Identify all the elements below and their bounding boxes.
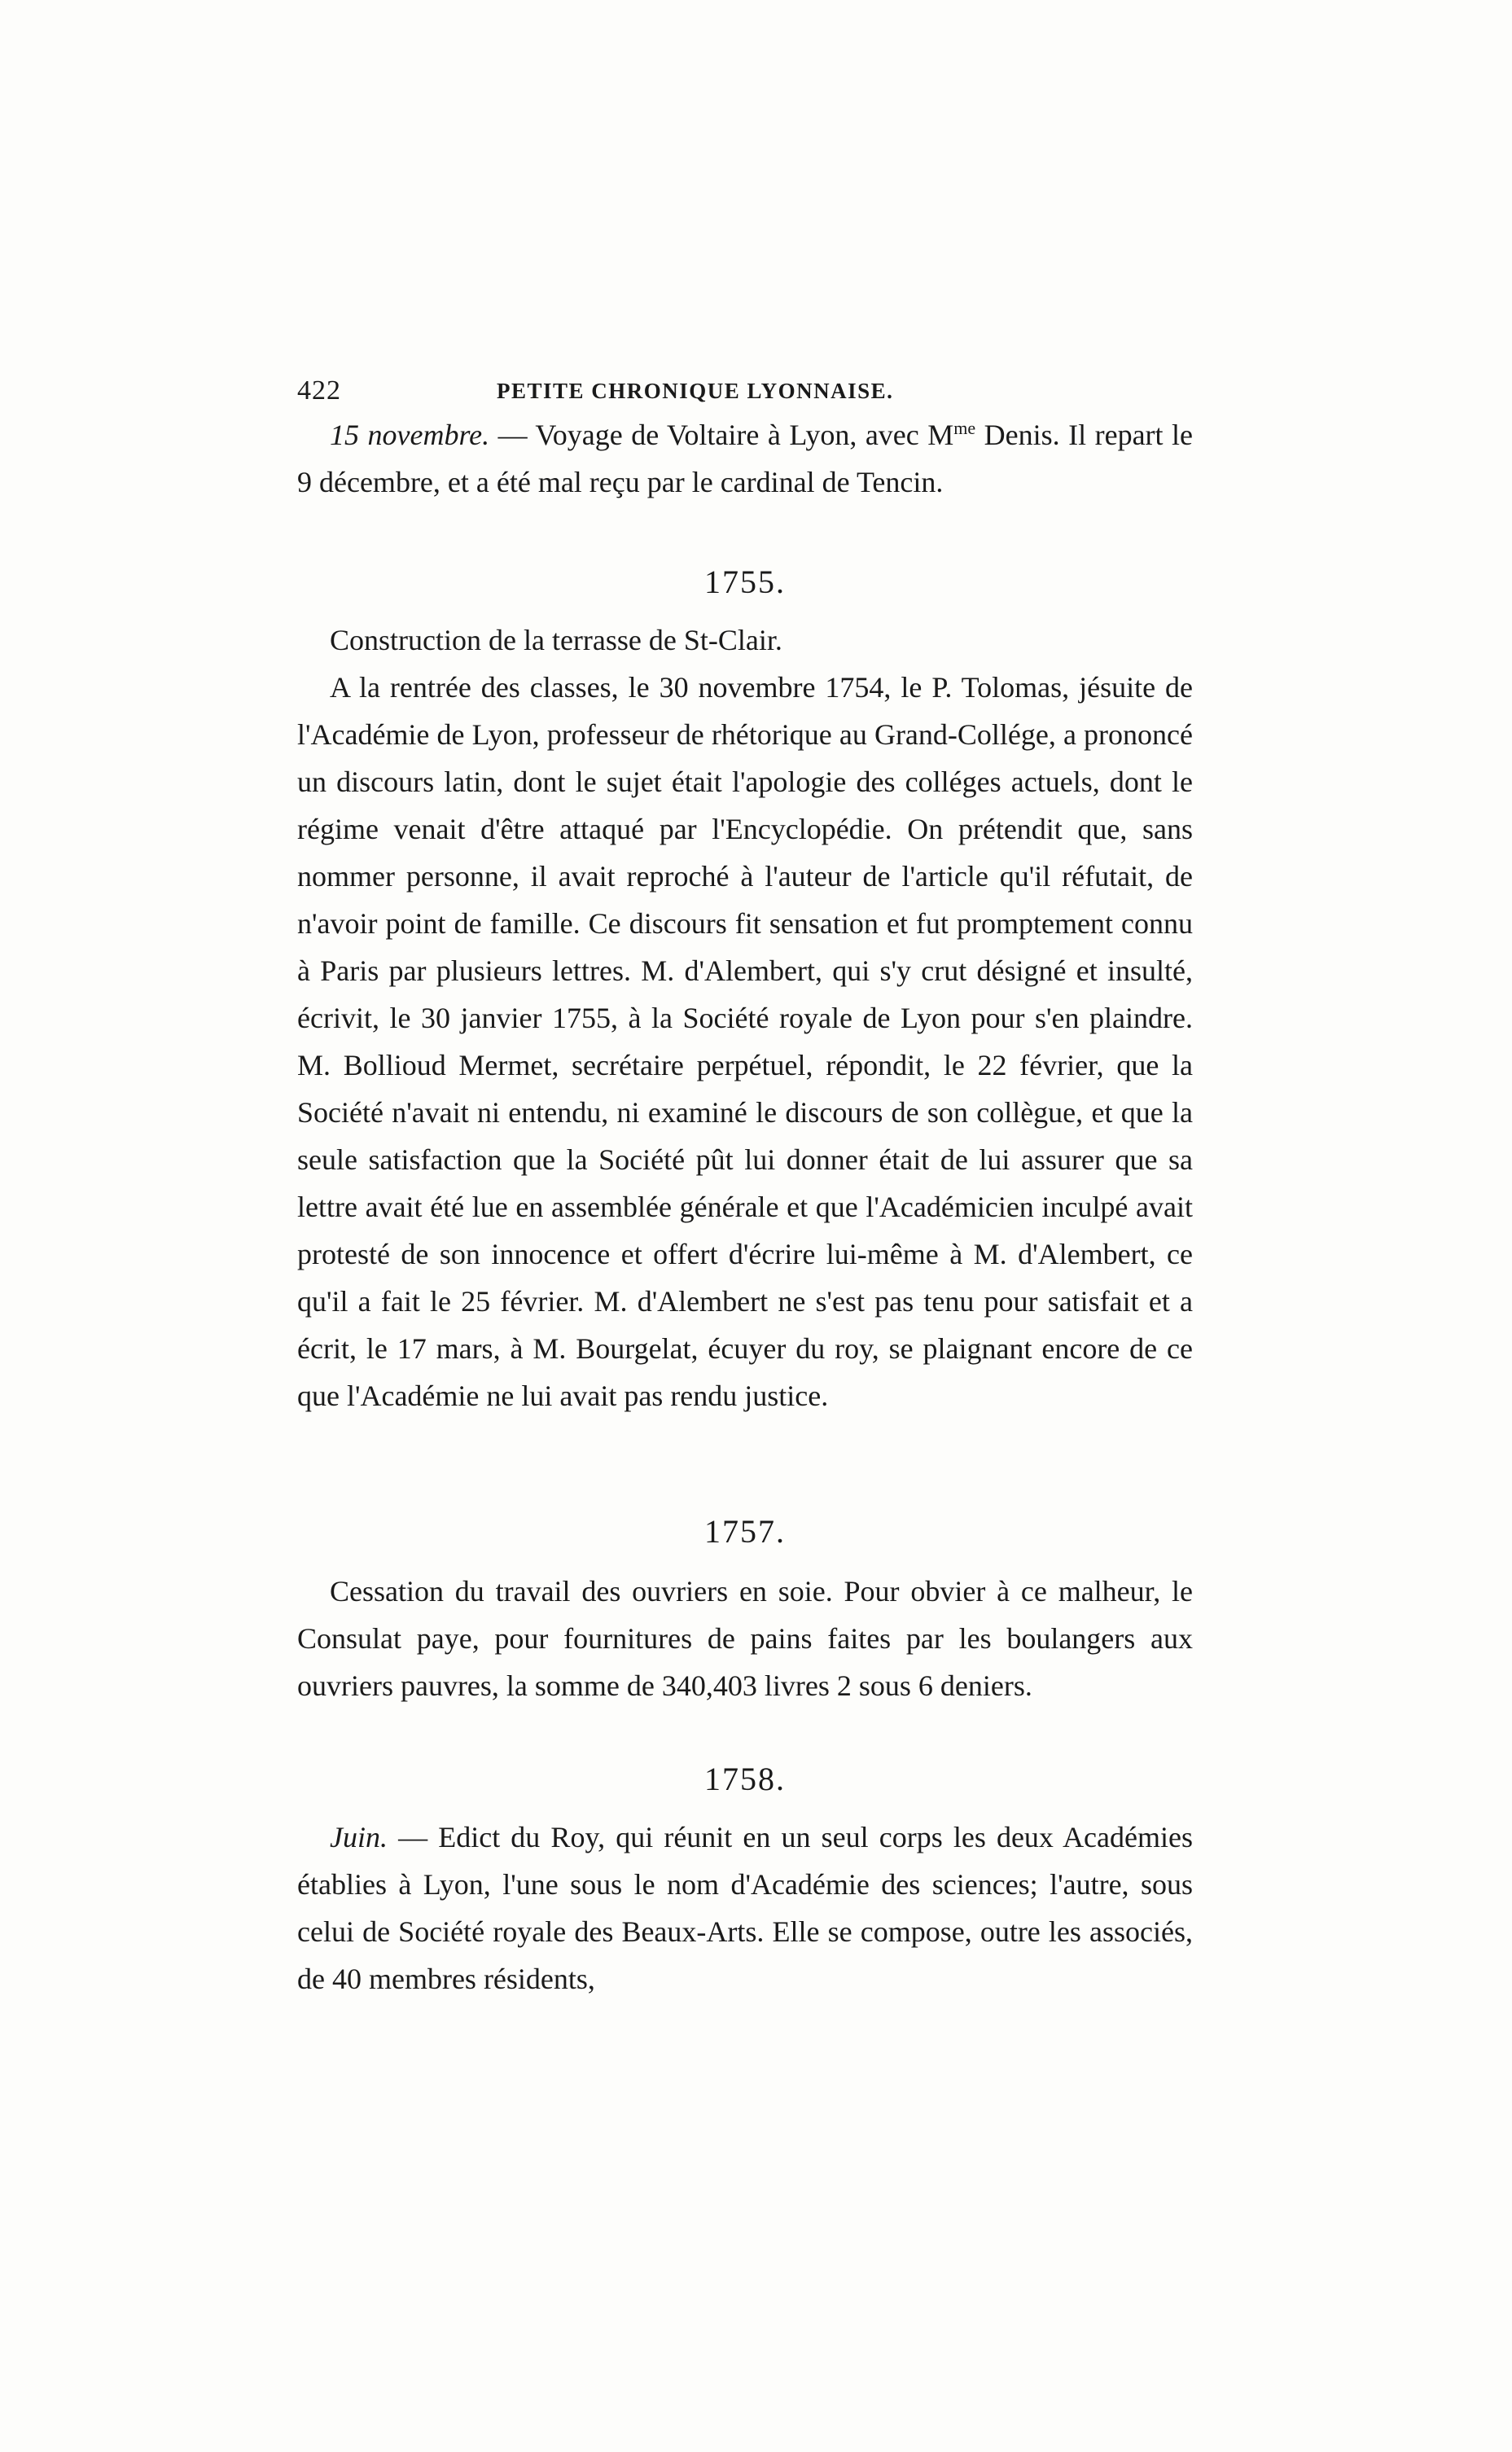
page-number: 422 (297, 375, 341, 406)
running-title: PETITE CHRONIQUE LYONNAISE. (497, 379, 894, 403)
paragraph-1755-terrasse: Construction de la terrasse de St-Clair. (330, 624, 782, 656)
year-heading-1757: 1757. (704, 1513, 786, 1550)
year-heading-1755: 1755. (704, 564, 786, 600)
page-header (297, 371, 1193, 411)
entry-text-part: Denis. Il repart le 9 décembre, et a été mal reçu par le cardinal de Tencin. (297, 419, 1194, 498)
paragraph-1757-ouvriers: Cessation du travail des ouvriers en soie. Pour obvier à ce malheur, le Consulat paye, pour fournitures de pains faites par les boulangers aux ouvriers pauvres, la somme de 340,403 livres 2 sous 6 deniers. (297, 1575, 1193, 1702)
entry-november-1754 (297, 411, 1193, 506)
year-heading-1758: 1758. (704, 1761, 786, 1797)
paragraph-1758-edict (297, 1814, 1193, 2002)
entry-date-lead: 15 novembre. (330, 419, 490, 451)
superscript-abbrev: me (953, 418, 976, 438)
entry-text-part: — Edict du Roy, qui réunit en un seul corps les deux Académies établies à Lyon, l'une sous le nom d'Académie des sciences; l'autre, sous celui de Société royale des Beaux-Arts. Elle se compose, outre les associés, de 40 membres résidents, (297, 1821, 1193, 1995)
paragraph-1755-tolomas: A la rentrée des classes, le 30 novembre 1754, le P. Tolomas, jésuite de l'Académie de Lyon, professeur de rhétorique au Grand-Collége, a prononcé un discours latin, dont le sujet était l'apologie des colléges actuels, dont le régime venait d'être attaqué par l'Encyclopédie. On prétendit que, sans nommer personne, il avait reproché à l'auteur de l'article qu'il réfutait, de n'avoir point de famille. Ce discours fit sensation et fut promptement connu à Paris par plusieurs lettres. M. d'Alembert, qui s'y crut désigné et insulté, écrivit, le 30 janvier 1755, à la Société royale de Lyon pour s'en plaindre. M. Bollioud Mermet, secrétaire perpétuel, répondit, le 22 février, que la Société n'avait ni entendu, ni examiné le discours de son collègue, et que la seule satisfaction que la Société pût lui donner était de lui assurer que sa lettre avait été lue en assemblée générale et que l'Académicien inculpé avait protesté de son innocence et offert d'écrire lui-même à M. d'Alembert, ce qu'il a fait le 25 février. M. d'Alembert ne s'est pas tenu pour satisfait et a écrit, le 17 mars, à M. Bourgelat, écuyer du roy, se plaignant encore de ce que l'Académie ne lui avait pas rendu justice. (297, 671, 1193, 1412)
entry-date-lead: Juin. (330, 1821, 388, 1853)
entry-text-part: — Voyage de Voltaire à Lyon, avec M (489, 419, 954, 451)
